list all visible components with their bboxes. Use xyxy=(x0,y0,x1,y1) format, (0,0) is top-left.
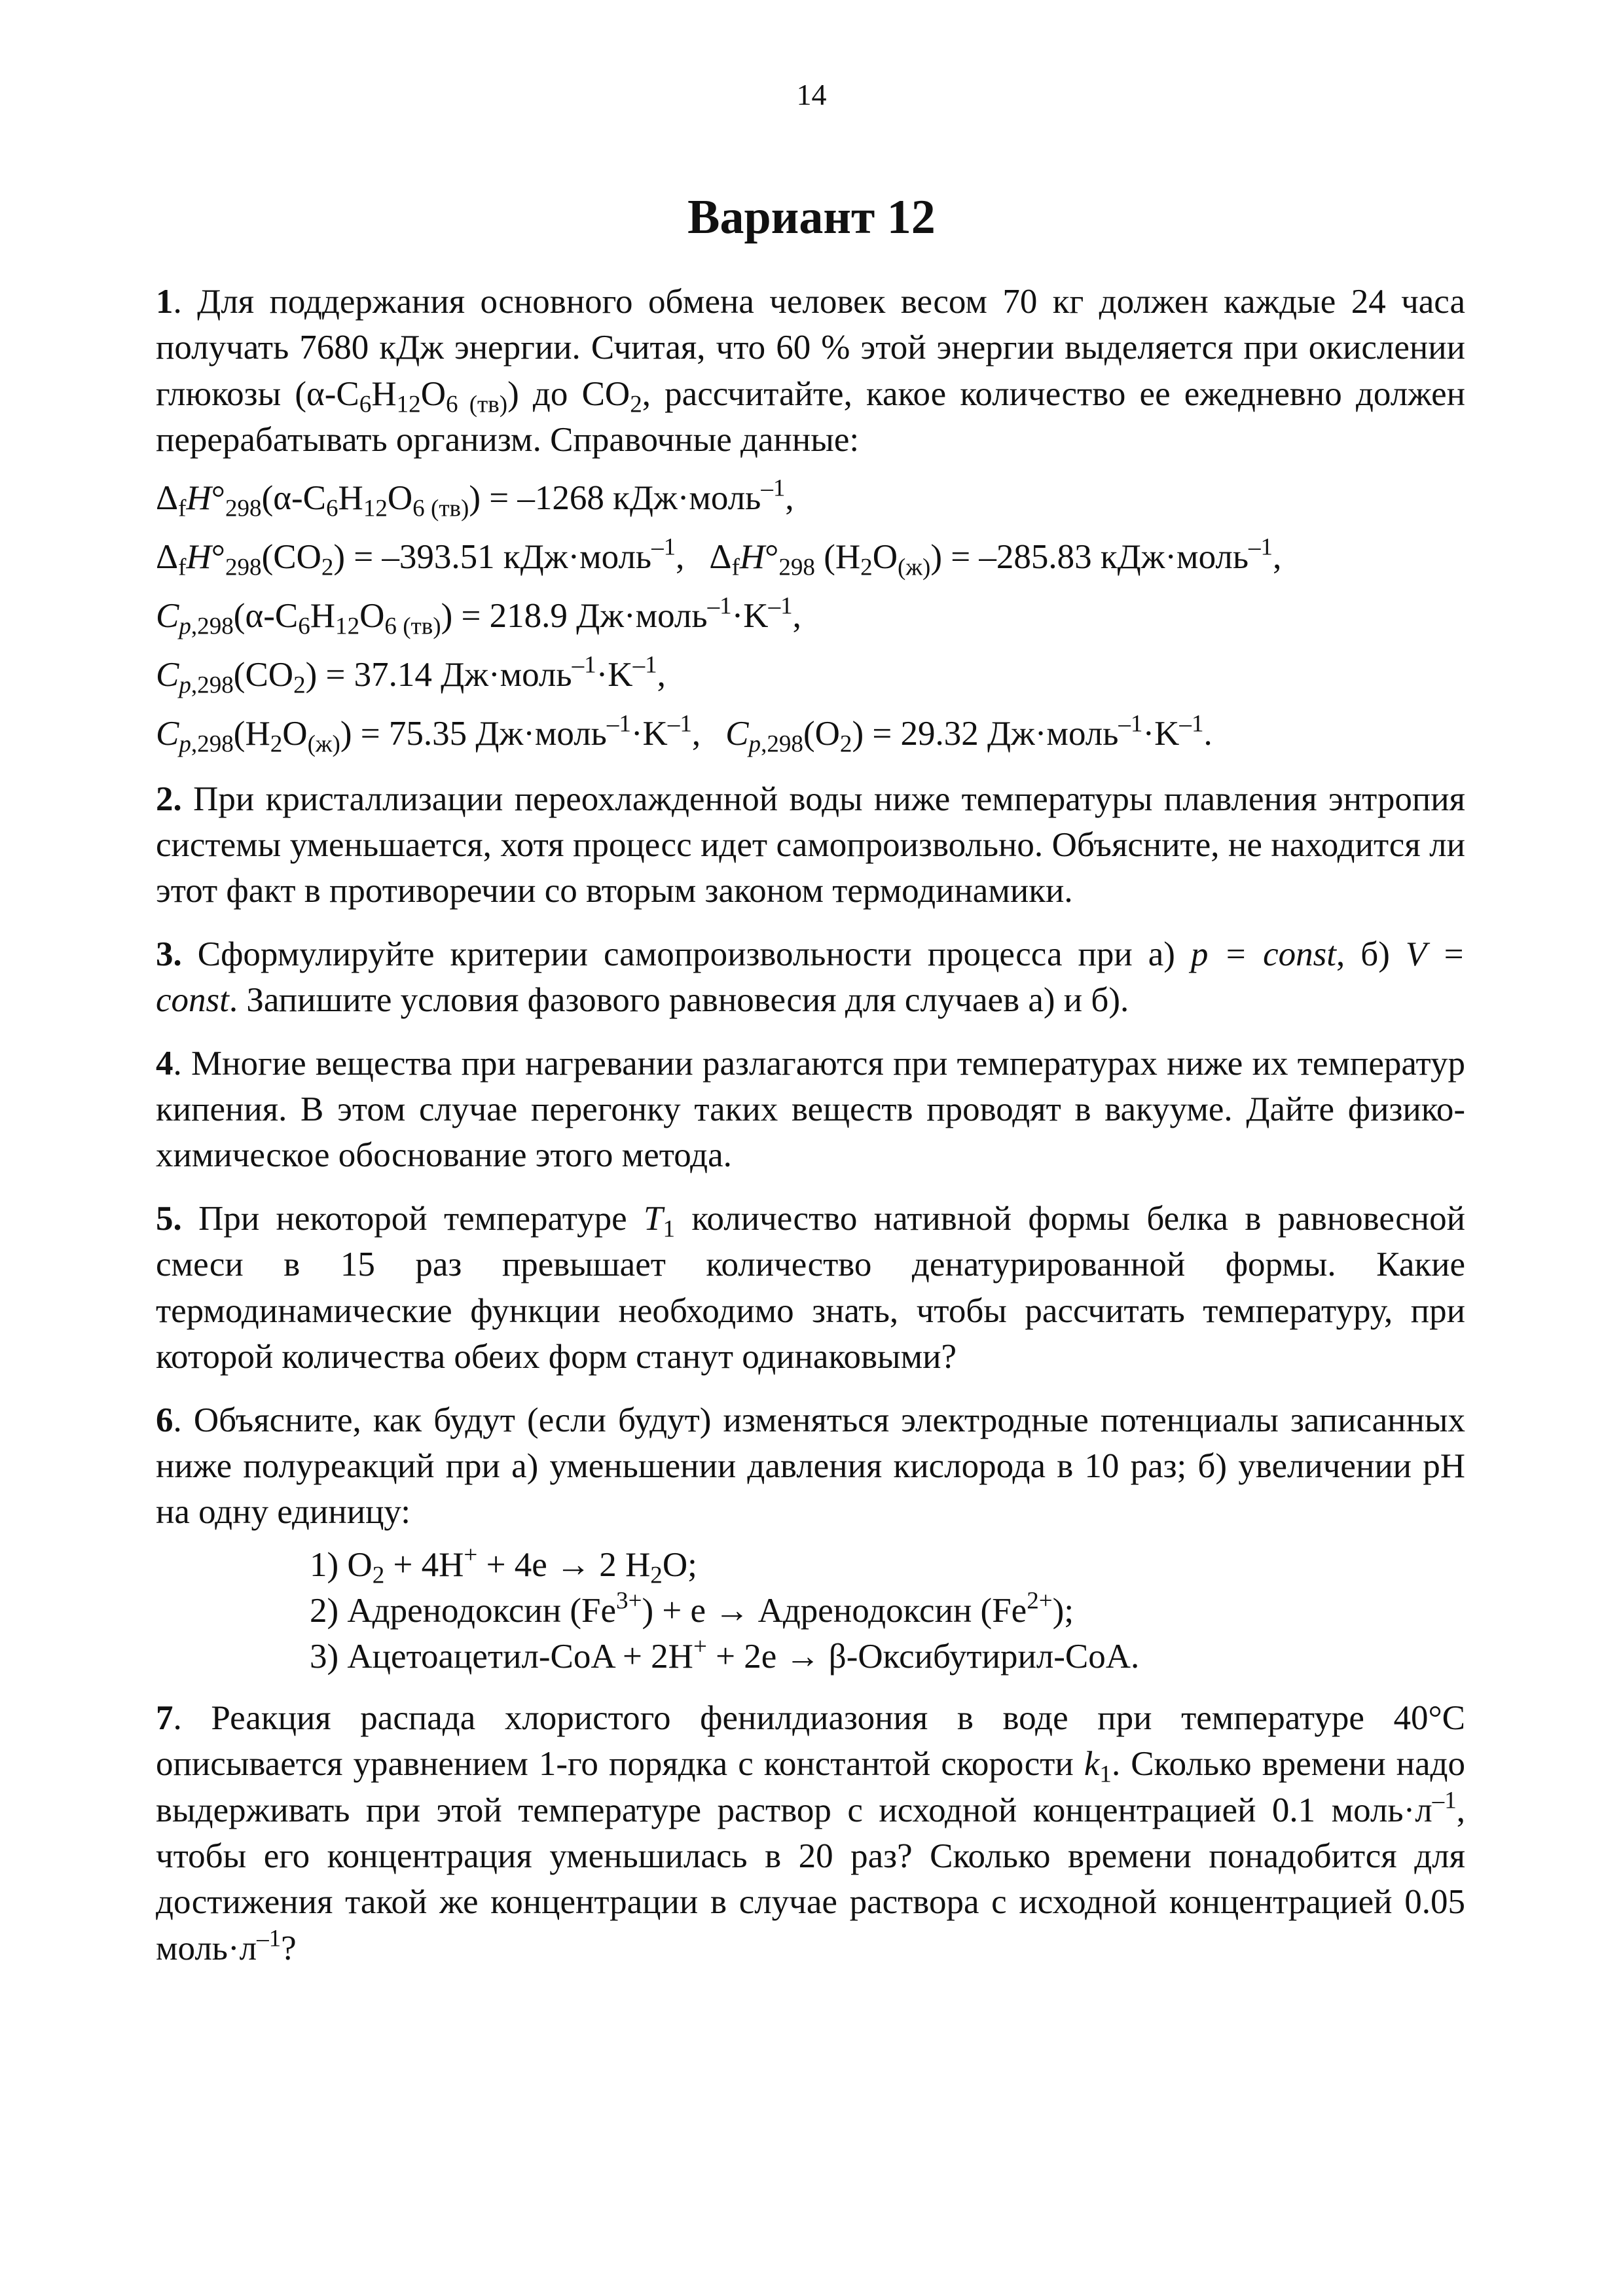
formula-co2-cp: $C_{p,298}(CO_2) = 37.14$ $Дж\cdot моль^{-1}\cdot K^{-1}$, xyxy=(156,651,666,698)
problems-list xyxy=(156,279,1465,1988)
problem-3: 3. Сформулируйте критерии самопроизвольности процесса при а) p = const, б) V = const. Запишите условия фазового равновесия для случаев а) и б). xyxy=(156,935,1465,1020)
formula-glucose-cp: $C_{p,298}(\alpha-C_6H_{12}O_{6 (тв)}) = 218.9$ $Дж\cdot моль^{-1}\cdot K^{-1}$, xyxy=(156,592,801,639)
problem-5-number: 5. xyxy=(156,1199,182,1238)
problem-3-number: 3. xyxy=(156,935,182,973)
variant-title: Вариант 12 xyxy=(687,190,936,244)
formula-glucose-enthalpy: $\Delta_fH^\circ_{298}(\alpha-C_6H_{12}O_{6 (тв)}) = -1268$ кДж·моль$^{-1}$, xyxy=(156,475,794,522)
problem-6-number: 6 xyxy=(156,1401,173,1439)
problem-4-number: 4 xyxy=(156,1044,173,1083)
problem-6: 6. Объясните, как будут (если будут) изменяться электродные потенциалы записанных ниже полуреакций при а) уменьшении давления кислорода в 10 раз; б) увеличении pH на одну единицу: xyxy=(156,1401,1465,1532)
half-reactions-list xyxy=(310,1542,1465,1679)
half-reaction-1: 1) $O_2 + 4H^+ + 4e \to 2$ $H_2O$; xyxy=(310,1541,697,1589)
half-reaction-2: 2) Адренодоксин $(Fe^{3+}) + e$ → Адренодоксин $(Fe^{2+})$; xyxy=(310,1587,1074,1630)
problem-1: 1. Для поддержания основного обмена человек весом 70 кг должен каждые 24 часа получать 7680 кДж энергии. Считая, что 60 % этой энергии выделяется при окислении глюкозы $(\alpha-C_6H_{12}O_{6 (тв)})$ до $CO_2$, рассчитайте, какое количество ее ежедневно должен перерабатывать организм. Справочные данные: xyxy=(156,283,1465,459)
formula-co2-h2o-enthalpy: $\Delta_fH^\circ_{298}(CO_2) = -393.51$ кДж·моль$^{-1}$, $\Delta_fH^\circ_{298}$ $(H_2O_{(ж)}) = -285.83$ кДж·моль$^{-1}$, xyxy=(156,533,1282,581)
problem-7: 7. Реакция распада хлористого фенилдиазония в воде при температуре 40°C описывается уравнением 1-го порядка с константой скорости $k_1$. Сколько времени надо выдерживать при этой температуре раствор с исходной концентрацией 0.1 $моль\cdot л^{-1}$, чтобы его концентрация уменьшилась в 20 раз? Сколько времени понадобится для достижения такой же концентрации в случае раствора с исходной концентрацией 0.05 $моль\cdot л^{-1}$? xyxy=(156,1698,1465,1967)
half-reaction-3: 3) Ацетоацетил-CoA + 2H+ + 2e → β-Оксибутирил-CoA. xyxy=(310,1633,1140,1676)
formula-h2o-o2-cp: $C_{p,298}(H_2O_{(ж)}) = 75.35$ $Дж\cdot моль^{-1}\cdot K^{-1}$, $C_{p,298}(O_2) = 29.32$ $Дж\cdot моль^{-1}\cdot K^{-1}$. xyxy=(156,710,1213,757)
problem-4: 4. Многие вещества при нагревании разлагаются при температурах ниже их температур кипения. В этом случае перегонку таких веществ проводят в вакууме. Дайте физико-химическое обоснование этого метода. xyxy=(156,1044,1465,1175)
problem-2-number: 2. xyxy=(156,780,182,818)
page-number: 14 xyxy=(796,78,827,111)
problem-2: 2. При кристаллизации переохлажденной воды ниже температуры плавления энтропия системы уменьшается, хотя процесс идет самопроизвольно. Объясните, не находится ли этот факт в противоречии со вторым законом термодинамики. xyxy=(156,780,1465,910)
problem-1-number: 1 xyxy=(156,283,173,321)
problem-5: 5. При некоторой температуре $T_1$ количество нативной формы белка в равновесной смеси в 15 раз превышает количество денатурированной формы. Какие термодинамические функции необходимо знать, чтобы рассчитать температуру, при которой количества обеих форм станут одинаковыми? xyxy=(156,1199,1465,1376)
problem-7-number: 7 xyxy=(156,1698,173,1737)
